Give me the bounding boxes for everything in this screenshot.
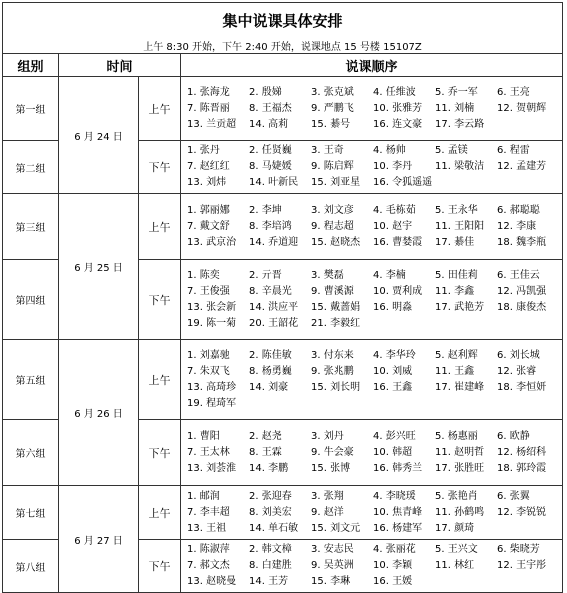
speaker-name: 16. 韩秀兰 xyxy=(373,462,423,474)
speaker-order-cell xyxy=(181,420,563,486)
speaker-name: 8. 白建胜 xyxy=(249,560,292,571)
group-name: 第三组 xyxy=(3,194,59,260)
speaker-name: 3. 张翔 xyxy=(311,490,344,502)
period-cell: 上午 xyxy=(139,486,181,540)
speaker-name: 9. 曹溪源 xyxy=(311,285,354,297)
speaker-name: 11. 林红 xyxy=(435,560,475,571)
speaker-line xyxy=(187,558,562,574)
speaker-name: 12. 王宇彤 xyxy=(497,560,547,571)
speaker-line xyxy=(187,461,562,477)
speaker-name: 5. 王兴文 xyxy=(435,544,478,555)
speaker-name: 6. 王佳云 xyxy=(497,269,540,281)
speaker-name: 3. 刘丹 xyxy=(311,430,344,442)
period-cell: 下午 xyxy=(139,540,181,593)
speaker-name: 13. 兰贡超 xyxy=(187,118,237,130)
speaker-order-cell xyxy=(181,77,563,141)
speaker-name: 4. 毛栋茹 xyxy=(373,204,416,216)
period-cell: 上午 xyxy=(139,77,181,141)
speaker-line xyxy=(187,316,562,332)
date-cell: 6 月 25 日 xyxy=(59,194,139,340)
speaker-name: 13. 王祖 xyxy=(187,522,227,534)
schedule-document xyxy=(2,2,562,593)
speaker-name: 8. 李培鸿 xyxy=(249,220,292,232)
speaker-line xyxy=(187,268,562,284)
speaker-name: 9. 严鹏飞 xyxy=(311,102,354,114)
speaker-name: 16. 杨建军 xyxy=(373,522,423,534)
speaker-name: 16. 明淼 xyxy=(373,301,413,313)
speaker-line xyxy=(187,117,562,133)
speaker-name: 15. 刘长明 xyxy=(311,381,361,393)
speaker-name: 5. 赵利辉 xyxy=(435,349,478,361)
speaker-name: 8. 辛晨光 xyxy=(249,285,292,297)
speaker-name: 6. 张翼 xyxy=(497,490,530,502)
speaker-name: 14. 洪应平 xyxy=(249,301,299,313)
speaker-name: 4. 李晓瑗 xyxy=(373,490,416,502)
speaker-name: 2. 李坤 xyxy=(249,204,282,216)
date-cell: 6 月 26 日 xyxy=(59,340,139,486)
speaker-order-cell xyxy=(181,340,563,420)
period-cell: 下午 xyxy=(139,420,181,486)
speaker-line xyxy=(187,300,562,316)
speaker-name: 6. 郝聪聪 xyxy=(497,204,540,216)
speaker-name: 15. 赵晓杰 xyxy=(311,236,361,248)
speaker-name: 10. 焦青峰 xyxy=(373,506,423,518)
speaker-name: 13. 高琦珍 xyxy=(187,381,237,393)
speaker-name: 11. 赵明哲 xyxy=(435,446,485,458)
speaker-name: 14. 叶新民 xyxy=(249,177,299,188)
speaker-name: 1. 郭丽娜 xyxy=(187,204,230,216)
speaker-name: 1. 张海龙 xyxy=(187,86,230,98)
group-name: 第五组 xyxy=(3,340,59,420)
group-name: 第四组 xyxy=(3,260,59,340)
schedule-rows xyxy=(3,77,563,593)
speaker-line xyxy=(187,521,562,537)
speaker-name: 6. 刘长城 xyxy=(497,349,540,361)
speaker-name: 6. 柴晓芳 xyxy=(497,544,540,555)
speaker-line xyxy=(187,445,562,461)
header-order: 说课顺序 xyxy=(181,54,563,77)
speaker-name: 12. 张睿 xyxy=(497,365,537,377)
speaker-name: 14. 乔道迎 xyxy=(249,236,299,248)
group-row xyxy=(3,194,563,260)
period-cell: 下午 xyxy=(139,260,181,340)
speaker-name: 18. 李恒妍 xyxy=(497,381,547,393)
speaker-name: 20. 王韶花 xyxy=(249,317,299,329)
speaker-name: 12. 贺朝辉 xyxy=(497,102,547,114)
speaker-name: 12. 杨绍科 xyxy=(497,446,547,458)
speaker-line xyxy=(187,219,562,235)
speaker-name: 3. 王奇 xyxy=(311,145,344,156)
speaker-name: 6. 欧静 xyxy=(497,430,530,442)
speaker-line xyxy=(187,396,562,412)
speaker-name: 10. 李颖 xyxy=(373,560,413,571)
speaker-name: 1. 邮润 xyxy=(187,490,220,502)
speaker-name: 5. 杨惠丽 xyxy=(435,430,478,442)
speaker-name: 2. 殷娣 xyxy=(249,86,282,98)
speaker-name: 8. 马婕媛 xyxy=(249,161,292,172)
speaker-name: 2. 任贤巍 xyxy=(249,145,292,156)
speaker-line xyxy=(187,505,562,521)
header-group: 组别 xyxy=(3,54,59,77)
speaker-name: 17. 崔建峰 xyxy=(435,381,485,393)
speaker-name: 6. 王亮 xyxy=(497,86,530,98)
speaker-name: 10. 李丹 xyxy=(373,161,413,172)
speaker-name: 15. 綦号 xyxy=(311,118,351,130)
group-name: 第二组 xyxy=(3,141,59,194)
speaker-name: 5. 乔一军 xyxy=(435,86,478,98)
speaker-name: 8. 王福杰 xyxy=(249,102,292,114)
speaker-name: 3. 安志民 xyxy=(311,544,354,555)
group-row xyxy=(3,340,563,420)
speaker-name: 7. 郝文杰 xyxy=(187,560,230,571)
group-name: 第六组 xyxy=(3,420,59,486)
speaker-name: 18. 魏李瓶 xyxy=(497,236,547,248)
speaker-line xyxy=(187,284,562,300)
group-name: 第八组 xyxy=(3,540,59,593)
speaker-name: 4. 彭兴旺 xyxy=(373,430,416,442)
speaker-name: 7. 戴文舒 xyxy=(187,220,230,232)
speaker-name: 18. 康俊杰 xyxy=(497,301,547,313)
speaker-name: 11. 王鑫 xyxy=(435,365,475,377)
speaker-name: 7. 陈晋丽 xyxy=(187,102,230,114)
speaker-name: 2. 张迎春 xyxy=(249,490,292,502)
speaker-name: 2. 赵尧 xyxy=(249,430,282,442)
speaker-line xyxy=(187,143,562,159)
speaker-name: 15. 张博 xyxy=(311,462,351,474)
speaker-line xyxy=(187,364,562,380)
page-title: 集中说课具体安排 xyxy=(3,3,563,38)
speaker-name: 21. 李毅红 xyxy=(311,317,361,329)
speaker-name: 18. 郭玲霞 xyxy=(497,462,547,474)
date-cell: 6 月 27 日 xyxy=(59,486,139,593)
speaker-name: 5. 田佳莉 xyxy=(435,269,478,281)
speaker-name: 9. 赵洋 xyxy=(311,506,344,518)
speaker-order-cell xyxy=(181,540,563,593)
speaker-name: 9. 牛会豪 xyxy=(311,446,354,458)
speaker-name: 8. 杨勇巍 xyxy=(249,365,292,377)
speaker-name: 11. 梁敬洁 xyxy=(435,161,485,172)
speaker-name: 19. 陈一菊 xyxy=(187,317,237,329)
speaker-name: 13. 张会新 xyxy=(187,301,237,313)
speaker-line xyxy=(187,159,562,175)
speaker-name: 1. 陈淑萍 xyxy=(187,544,230,555)
speaker-name: 11. 刘楠 xyxy=(435,102,475,114)
speaker-name: 13. 刘荟淮 xyxy=(187,462,237,474)
speaker-name: 13. 赵晓曼 xyxy=(187,576,237,587)
speaker-name: 7. 赵红红 xyxy=(187,161,230,172)
speaker-name: 9. 张兆鹏 xyxy=(311,365,354,377)
speaker-line xyxy=(187,380,562,396)
speaker-name: 15. 刘亚星 xyxy=(311,177,361,188)
speaker-name: 2. 陈佳敏 xyxy=(249,349,292,361)
speaker-name: 10. 贾利成 xyxy=(373,285,423,297)
speaker-name: 19. 程琦军 xyxy=(187,397,237,409)
speaker-name: 4. 李华玲 xyxy=(373,349,416,361)
speaker-name: 1. 陈奕 xyxy=(187,269,220,281)
speaker-name: 8. 王霖 xyxy=(249,446,282,458)
speaker-name: 9. 陈启辉 xyxy=(311,161,354,172)
speaker-name: 16. 王媛 xyxy=(373,576,413,587)
speaker-name: 7. 王太林 xyxy=(187,446,230,458)
speaker-name: 1. 曹阳 xyxy=(187,430,220,442)
speaker-order-cell xyxy=(181,486,563,540)
speaker-line xyxy=(187,429,562,445)
speaker-name: 14. 王芳 xyxy=(249,576,289,587)
speaker-name: 7. 朱双飞 xyxy=(187,365,230,377)
speaker-name: 14. 高莉 xyxy=(249,118,289,130)
speaker-name: 7. 李丰超 xyxy=(187,506,230,518)
speaker-name: 12. 冯凯强 xyxy=(497,285,547,297)
speaker-name: 12. 李康 xyxy=(497,220,537,232)
schedule-table xyxy=(2,2,563,593)
schedule-note: 上午 8:30 开始，下午 2:40 开始，说课地点 15 号楼 15107Z xyxy=(3,37,563,54)
period-cell: 上午 xyxy=(139,194,181,260)
group-name: 第七组 xyxy=(3,486,59,540)
period-cell: 下午 xyxy=(139,141,181,194)
speaker-name: 1. 张丹 xyxy=(187,145,220,156)
speaker-name: 7. 王俊强 xyxy=(187,285,230,297)
group-row xyxy=(3,486,563,540)
speaker-name: 6. 程雷 xyxy=(497,145,530,156)
speaker-name: 15. 刘文元 xyxy=(311,522,361,534)
speaker-line xyxy=(187,235,562,251)
speaker-name: 1. 刘嘉驰 xyxy=(187,349,230,361)
speaker-line xyxy=(187,85,562,101)
speaker-name: 10. 韩超 xyxy=(373,446,413,458)
speaker-name: 11. 李鑫 xyxy=(435,285,475,297)
speaker-name: 16. 连文豪 xyxy=(373,118,423,130)
speaker-name: 10. 刘威 xyxy=(373,365,413,377)
speaker-name: 12. 李锐锐 xyxy=(497,506,547,518)
speaker-name: 5. 王永华 xyxy=(435,204,478,216)
speaker-name: 12. 孟建芳 xyxy=(497,161,547,172)
speaker-name: 14. 刘豪 xyxy=(249,381,289,393)
period-cell: 上午 xyxy=(139,340,181,420)
speaker-name: 5. 孟镁 xyxy=(435,145,468,156)
speaker-line xyxy=(187,489,562,505)
speaker-order-cell xyxy=(181,260,563,340)
speaker-name: 15. 李琳 xyxy=(311,576,351,587)
speaker-name: 11. 孙鹤鸣 xyxy=(435,506,485,518)
speaker-name: 14. 李鹏 xyxy=(249,462,289,474)
speaker-name: 9. 程志超 xyxy=(311,220,354,232)
speaker-name: 17. 李云路 xyxy=(435,118,485,130)
speaker-name: 5. 张艳肖 xyxy=(435,490,478,502)
speaker-order-cell xyxy=(181,141,563,194)
speaker-name: 2. 亓晋 xyxy=(249,269,282,281)
speaker-name: 14. 单石敏 xyxy=(249,522,299,534)
group-name: 第一组 xyxy=(3,77,59,141)
speaker-name: 3. 樊磊 xyxy=(311,269,344,281)
speaker-name: 3. 付东来 xyxy=(311,349,354,361)
date-cell: 6 月 24 日 xyxy=(59,77,139,194)
speaker-name: 8. 刘美宏 xyxy=(249,506,292,518)
group-row xyxy=(3,77,563,141)
header-time: 时间 xyxy=(59,54,181,77)
speaker-name: 4. 李楠 xyxy=(373,269,406,281)
speaker-name: 13. 刘炜 xyxy=(187,177,227,188)
speaker-line xyxy=(187,574,562,590)
speaker-name: 16. 令狐遥遥 xyxy=(373,177,433,188)
speaker-name: 17. 张胜旺 xyxy=(435,462,485,474)
speaker-name: 13. 武京治 xyxy=(187,236,237,248)
speaker-line xyxy=(187,348,562,364)
speaker-order-cell xyxy=(181,194,563,260)
speaker-line xyxy=(187,542,562,558)
speaker-name: 16. 曹婪霞 xyxy=(373,236,423,248)
speaker-name: 15. 戴蔷娟 xyxy=(311,301,361,313)
speaker-name: 11. 王阳阳 xyxy=(435,220,485,232)
speaker-line xyxy=(187,203,562,219)
speaker-name: 17. 綦佳 xyxy=(435,236,475,248)
speaker-name: 16. 王鑫 xyxy=(373,381,413,393)
speaker-name: 17. 武艳芳 xyxy=(435,301,485,313)
speaker-name: 2. 韩文樟 xyxy=(249,544,292,555)
speaker-name: 4. 杨帅 xyxy=(373,145,406,156)
speaker-name: 4. 张丽花 xyxy=(373,544,416,555)
speaker-line xyxy=(187,101,562,117)
speaker-line xyxy=(187,175,562,191)
speaker-name: 10. 赵宇 xyxy=(373,220,413,232)
speaker-name: 4. 任维波 xyxy=(373,86,416,98)
speaker-name: 10. 张雅芳 xyxy=(373,102,423,114)
speaker-name: 9. 吴英洲 xyxy=(311,560,354,571)
speaker-name: 3. 刘文彦 xyxy=(311,204,354,216)
speaker-name: 3. 张克斌 xyxy=(311,86,354,98)
speaker-name: 17. 颜琦 xyxy=(435,522,475,534)
